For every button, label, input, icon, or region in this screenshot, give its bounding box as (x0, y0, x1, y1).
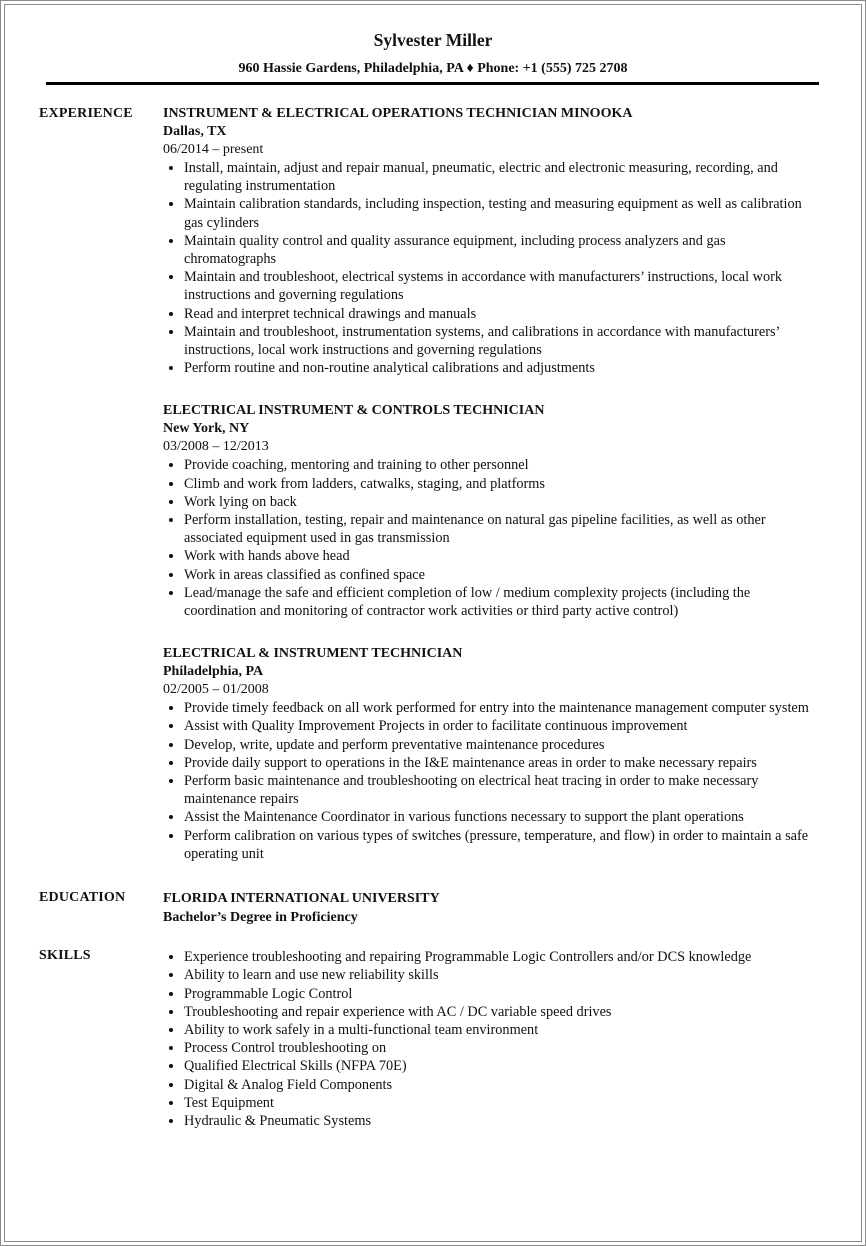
job-title: INSTRUMENT & ELECTRICAL OPERATIONS TECHNICIAN MINOOKA (163, 106, 633, 121)
resume-name: Sylvester Miller (373, 30, 493, 50)
bullet-item: • Lead/manage the safe and efficient completion of low / medium complexity projects (including the coordination and monitoring of contractor work activities or third party active control) (184, 584, 819, 620)
job-location: New York, NY (163, 421, 250, 437)
education-school: FLORIDA INTERNATIONAL UNIVERSITY (163, 891, 440, 907)
contact-line: 960 Hassie Gardens, Philadelphia, PA ♦ Phone: +1 (555) 725 2708 (238, 61, 628, 76)
bullet-item: • Climb and work from ladders, catwalks, staging, and platforms (184, 475, 819, 493)
education-degree: Bachelor’s Degree in Proficiency (163, 910, 358, 926)
section-label-education: EDUCATION (39, 890, 126, 906)
skills-list (163, 948, 819, 1130)
bullet-item: • Provide coaching, mentoring and training to other personnel (184, 456, 819, 474)
bullet-item: • Maintain calibration standards, including inspection, testing and measuring equipment as well as calibration gas cylinders (184, 195, 819, 231)
bullet-item: • Digital & Analog Field Components (184, 1076, 819, 1094)
bullet-item: • Perform installation, testing, repair and maintenance on natural gas pipeline facilities, as well as other associated equipment used in gas transmission (184, 511, 819, 547)
job-bullet-list (163, 699, 819, 863)
skills-content (163, 947, 819, 1130)
job-dates: 02/2005 – 01/2008 (163, 682, 269, 698)
experience-content (163, 105, 819, 863)
bullet-item: • Develop, write, update and perform preventative maintenance procedures (184, 736, 819, 754)
education-section (39, 889, 819, 927)
job-dates: 03/2008 – 12/2013 (163, 439, 269, 455)
section-label-experience: EXPERIENCE (39, 106, 133, 121)
bullet-item: • Work lying on back (184, 493, 819, 511)
bullet-item: • Install, maintain, adjust and repair manual, pneumatic, electric and electronic measuring, recording, and regulating instrumentation (184, 159, 819, 195)
job-title: ELECTRICAL INSTRUMENT & CONTROLS TECHNICIAN (163, 403, 545, 419)
skills-section (39, 947, 819, 1130)
job-title: ELECTRICAL & INSTRUMENT TECHNICIAN (163, 646, 463, 662)
bullet-item: • Maintain quality control and quality assurance equipment, including process analyzers and gas chromatographs (184, 232, 819, 268)
resume-header (1, 1, 865, 76)
bullet-item: • Perform routine and non-routine analytical calibrations and adjustments (184, 359, 819, 377)
bullet-item: • Provide timely feedback on all work performed for entry into the maintenance management computer system (184, 699, 819, 717)
bullet-item: • Perform calibration on various types of switches (pressure, temperature, and flow) in order to maintain a safe operating unit (184, 827, 819, 863)
bullet-item: • Experience troubleshooting and repairing Programmable Logic Controllers and/or DCS knowledge (184, 948, 819, 966)
bullet-item: • Troubleshooting and repair experience with AC / DC variable speed drives (184, 1003, 819, 1021)
job-entry (163, 402, 819, 620)
job-location: Dallas, TX (163, 124, 227, 139)
experience-section (39, 105, 819, 863)
bullet-item: • Qualified Electrical Skills (NFPA 70E) (184, 1057, 819, 1075)
bullet-item: • Assist the Maintenance Coordinator in various functions necessary to support the plant operations (184, 808, 819, 826)
bullet-item: • Maintain and troubleshoot, instrumentation systems, and calibrations in accordance with manufacturers’ instructions, local work instructions and governing regulations (184, 323, 819, 359)
resume-body (1, 105, 865, 1130)
job-bullet-list (163, 159, 819, 377)
job-entry (163, 105, 819, 377)
bullet-item: • Provide daily support to operations in the I&E maintenance areas in order to make necessary repairs (184, 754, 819, 772)
bullet-item: • Assist with Quality Improvement Projects in order to facilitate continuous improvement (184, 717, 819, 735)
job-dates: 06/2014 – present (163, 142, 264, 157)
bullet-item: • Programmable Logic Control (184, 985, 819, 1003)
bullet-item: • Maintain and troubleshoot, electrical systems in accordance with manufacturers’ instructions, local work instructions and governing regulations (184, 268, 819, 304)
bullet-item: • Read and interpret technical drawings and manuals (184, 305, 819, 323)
bullet-item: • Test Equipment (184, 1094, 819, 1112)
education-content (163, 889, 819, 927)
bullet-item: • Perform basic maintenance and troubleshooting on electrical heat tracing in order to make necessary maintenance repairs (184, 772, 819, 808)
bullet-item: • Work in areas classified as confined space (184, 566, 819, 584)
header-divider (46, 82, 819, 85)
bullet-item: • Process Control troubleshooting on (184, 1039, 819, 1057)
section-label-skills: SKILLS (39, 948, 91, 964)
bullet-item: • Hydraulic & Pneumatic Systems (184, 1112, 819, 1130)
job-bullet-list (163, 456, 819, 620)
bullet-item: • Work with hands above head (184, 547, 819, 565)
job-entry (163, 645, 819, 863)
bullet-item: • Ability to learn and use new reliability skills (184, 966, 819, 984)
bullet-item: • Ability to work safely in a multi-functional team environment (184, 1021, 819, 1039)
job-location: Philadelphia, PA (163, 664, 264, 680)
